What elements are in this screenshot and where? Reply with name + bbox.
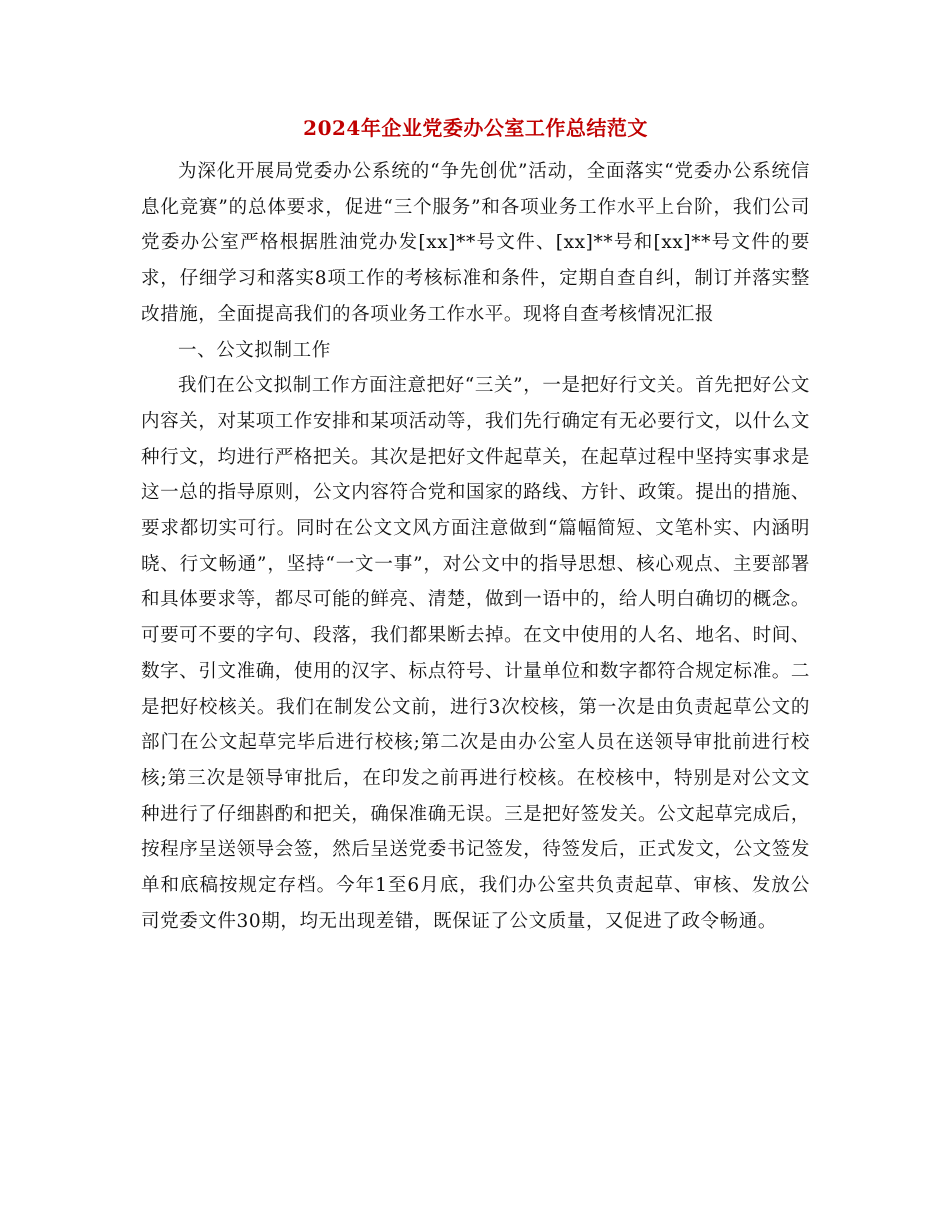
section-heading-1: 一、公文拟制工作: [178, 339, 331, 361]
intro-paragraph: 为深化开展局党委办公系统的“争先创优”活动，全面落实“党委办公系统信息化竞赛”的总体要求，促进“三个服务”和各项业务工作水平上台阶，我们公司党委办公室严格根据胜油党办发[xx]**号文件、[xx]**号和[xx]**号文件的要求，仔细学习和落实8项工作的考核标准和条件，定期自查自纠，制订并落实整改措施，全面提高我们的各项业务工作水平。现将自查考核情况汇报: [141, 161, 810, 325]
section-body-1: 我们在公文拟制工作方面注意把好“三关”，一是把好行文关。首先把好公文内容关，对某项工作安排和某项活动等，我们先行确定有无必要行文，以什么文种行文，均进行严格把关。其次是把好文件起草关，在起草过程中坚持实事求是这一总的指导原则，公文内容符合党和国家的路线、方针、政策。提出的措施、要求都切实可行。同时在公文文风方面注意做到“篇幅简短、文笔朴实、内涵明晓、行文畅通”，坚持“一文一事”，对公文中的指导思想、核心观点、主要部署和具体要求等，都尽可能的鲜亮、清楚，做到一语中的，给人明白确切的概念。可要可不要的字句、段落，我们都果断去掉。在文中使用的人名、地名、时间、数字、引文准确，使用的汉字、标点符号、计量单位和数字都符合规定标准。二是把好校核关。我们在制发公文前，进行3次校核，第一次是由负责起草公文的部门在公文起草完毕后进行校核;第二次是由办公室人员在送领导审批前进行校核;第三次是领导审批后，在印发之前再进行校核。在校核中，特别是对公文文种进行了仔细斟酌和把关，确保准确无误。三是把好签发关。公文起草完成后，按程序呈送领导会签，然后呈送党委书记签发，待签发后，正式发文，公文签发单和底稿按规定存档。今年1至6月底，我们办公室共负责起草、审核、发放公司党委文件30期，均无出现差错，既保证了公文质量，又促进了政令畅通。: [141, 375, 810, 932]
document-title: 2024年企业党委办公室工作总结范文: [303, 116, 648, 140]
